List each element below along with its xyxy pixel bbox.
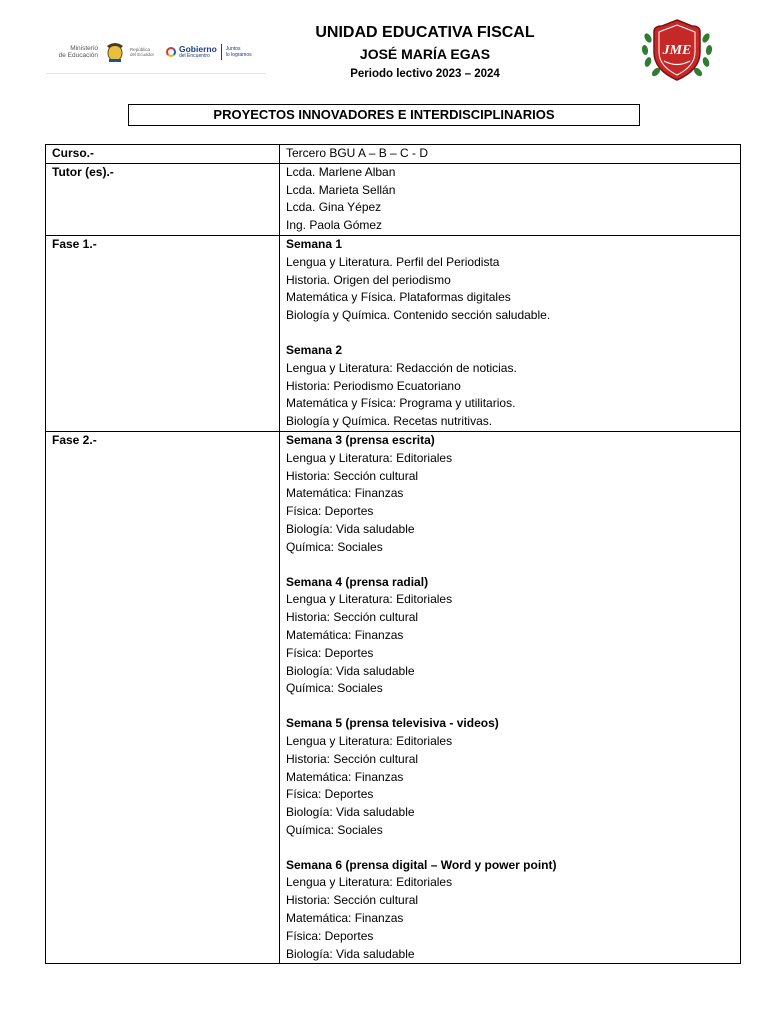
week-item: Matemática: Finanzas: [286, 486, 404, 501]
week-item: Matemática y Física. Plataformas digitales: [286, 290, 511, 305]
week-item: Lengua y Literatura: Editoriales: [286, 733, 453, 748]
gobierno-logo: [166, 44, 252, 60]
ministry-logo: [46, 45, 104, 59]
tutor-name: Ing. Paola Gómez: [286, 218, 383, 233]
fase1-content: [280, 235, 741, 431]
slogan-line2: lo logramos: [225, 52, 252, 58]
table-row-curso: [46, 145, 741, 164]
tutor-name: Lcda. Gina Yépez: [286, 200, 382, 215]
week-item: Biología: Vida saludable: [286, 805, 415, 820]
week-item: Física: Deportes: [286, 787, 374, 802]
week-item: Historia: Sección cultural: [286, 468, 419, 483]
spacer: [286, 698, 734, 715]
republic-logo: [130, 47, 164, 57]
week-item: Historia: Periodismo Ecuatoriano: [286, 378, 461, 393]
project-banner: PROYECTOS INNOVADORES E INTERDISCIPLINARIOS: [128, 104, 640, 126]
week-title: Semana 1: [286, 236, 343, 251]
week-item: Matemática: Finanzas: [286, 769, 404, 784]
table-row-fase2: [46, 431, 741, 964]
week-item: Historia. Origen del periodismo: [286, 272, 451, 287]
curso-label: Curso.-: [46, 145, 280, 164]
week-item: Química: Sociales: [286, 822, 383, 837]
tutor-name: Lcda. Marieta Sellán: [286, 182, 396, 197]
week-item: Biología: Vida saludable: [286, 521, 415, 536]
ecuador-coat-of-arms-icon: [104, 40, 126, 64]
table-row-tutor: [46, 163, 741, 235]
gobierno-slogan: [226, 46, 252, 58]
gobierno-sub: del Encuentro: [179, 53, 210, 59]
week-title: Semana 3 (prensa escrita): [286, 432, 435, 447]
tutor-list: [280, 163, 741, 235]
week-item: Física: Deportes: [286, 928, 374, 943]
ministry-line1: Ministerio: [70, 45, 98, 52]
week-item: Historia: Sección cultural: [286, 893, 419, 908]
week-item: Química: Sociales: [286, 681, 383, 696]
week-item: Química: Sociales: [286, 539, 383, 554]
school-name-line1: UNIDAD EDUCATIVA FISCAL: [315, 24, 535, 41]
school-name-line2: JOSÉ MARÍA EGAS: [359, 46, 491, 62]
government-logos: [46, 30, 266, 74]
school-title-block: [270, 22, 580, 82]
week-item: Lengua y Literatura: Redacción de noticias.: [286, 360, 517, 375]
republic-line1: República: [130, 47, 151, 52]
spacer: [286, 840, 734, 857]
fase2-content: [280, 431, 741, 964]
week-title: Semana 6 (prensa digital – Word y power point): [286, 857, 557, 872]
project-table: [45, 144, 741, 964]
school-crest-icon: [640, 16, 714, 86]
week-item: Lengua y Literatura: Editoriales: [286, 875, 453, 890]
document-header: [0, 0, 768, 100]
week-item: Historia: Sección cultural: [286, 610, 419, 625]
gobierno-circle-icon: [166, 47, 176, 57]
republic-line2: del Ecuador: [130, 52, 155, 57]
week-item: Biología: Vida saludable: [286, 663, 415, 678]
week-item: Lengua y Literatura: Editoriales: [286, 592, 453, 607]
curso-value: Tercero BGU A – B – C - D: [280, 145, 741, 164]
spacer: [286, 557, 734, 574]
week-item: Matemática y Física: Programa y utilitarios.: [286, 396, 516, 411]
gobierno-separator: [221, 44, 222, 60]
table-row-fase1: [46, 235, 741, 431]
week-item: Biología y Química. Recetas nutritivas.: [286, 414, 493, 429]
logo-underline: [46, 73, 266, 74]
week-item: Historia: Sección cultural: [286, 751, 419, 766]
week-item: Física: Deportes: [286, 645, 374, 660]
week-title: Semana 2: [286, 342, 343, 357]
week-title: Semana 4 (prensa radial): [286, 574, 429, 589]
ministry-line2: de Educación: [58, 52, 98, 59]
slogan-line1: Juntos: [225, 46, 241, 52]
week-item: Lengua y Literatura. Perfil del Periodista: [286, 254, 500, 269]
week-title: Semana 5 (prensa televisiva - videos): [286, 716, 499, 731]
crest-letters: JME: [662, 43, 692, 58]
fase1-label: Fase 1.-: [46, 235, 280, 431]
fase2-label: Fase 2.-: [46, 431, 280, 964]
week-item: Lengua y Literatura: Editoriales: [286, 450, 453, 465]
spacer: [286, 325, 734, 342]
week-item: Biología: Vida saludable: [286, 946, 415, 961]
academic-period: Periodo lectivo 2023 – 2024: [350, 68, 500, 80]
week-item: Matemática: Finanzas: [286, 627, 404, 642]
week-item: Biología y Química. Contenido sección saludable.: [286, 308, 551, 323]
tutor-name: Lcda. Marlene Alban: [286, 164, 396, 179]
week-item: Matemática: Finanzas: [286, 911, 404, 926]
week-item: Física: Deportes: [286, 504, 374, 519]
gobierno-name: Gobierno: [179, 44, 217, 54]
tutor-label: Tutor (es).-: [46, 163, 280, 235]
